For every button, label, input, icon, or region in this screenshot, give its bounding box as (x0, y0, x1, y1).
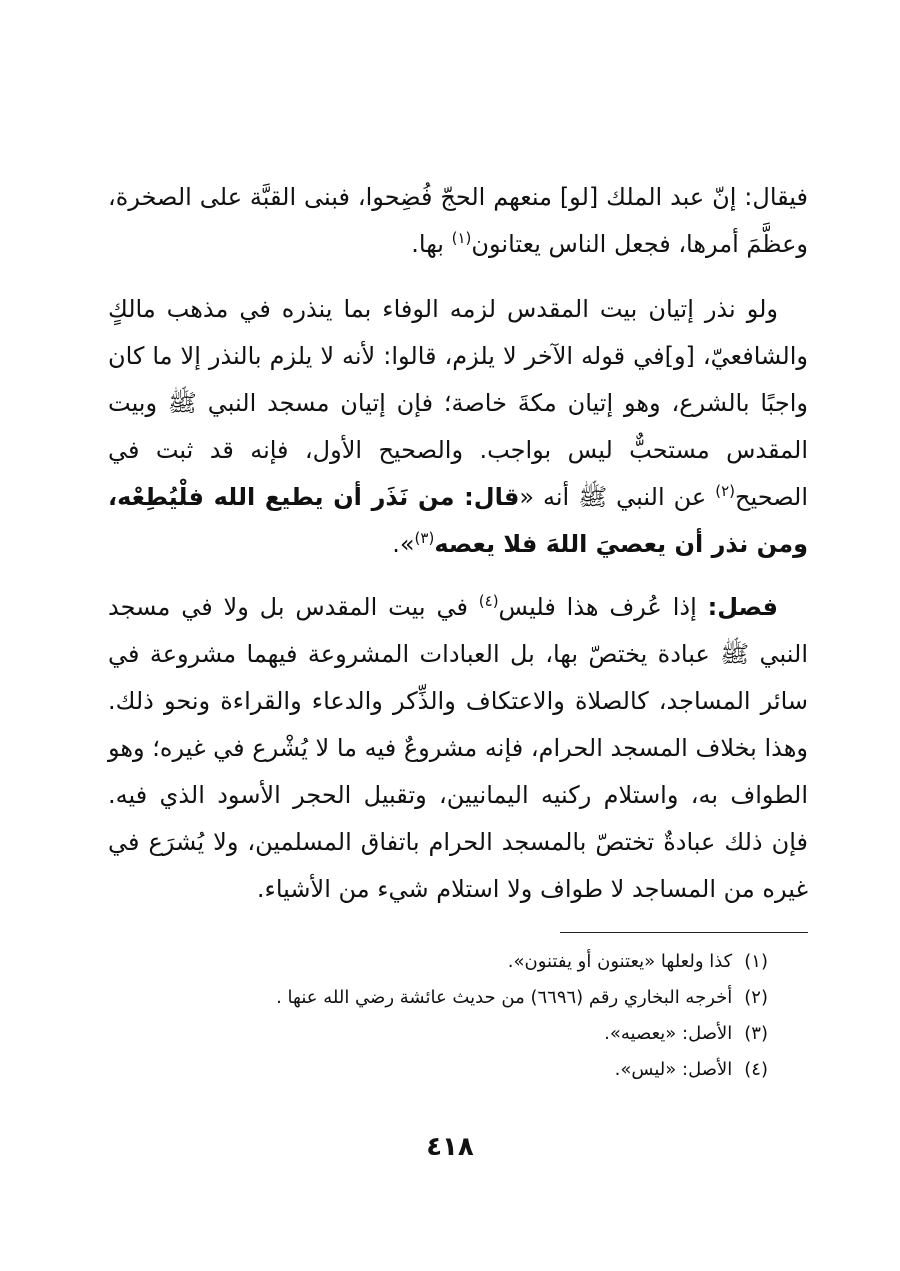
paragraph-3-continuation: في بيت المقدس بل ولا في مسجد النبي ﷺ عبادة يختصّ بها، بل العبادات المشروعة فيهما مشروعة في سائر المساجد، كالصلاة والاعتكاف والذِّكر والدعاء والقراءة ونحو ذلك. وهذا بخلاف المسجد الحرام، فإنه مشروعٌ فيه ما لا يُشْرع في غيره؛ وهو الطواف به، واستلام ركنيه اليمانيين، وتقبيل الحجر الأسود الذي فيه. فإن ذلك عبادةٌ تختصّ بالمسجد الحرام باتفاق المسلمين، ولا يُشرَع في غيره من المساجد لا طواف ولا استلام شيء من الأشياء. (108, 593, 808, 903)
footnote-4 (108, 1052, 768, 1088)
footnote-ref-4: (٤) (478, 592, 499, 610)
footnote-2 (108, 980, 768, 1016)
section-lead: فصل: (707, 593, 778, 621)
footnote-number: (٤) (744, 1059, 768, 1080)
footnote-text: أخرجه البخاري رقم (٦٦٩٦) من حديث عائشة رضي الله عنها . (276, 987, 733, 1008)
paragraph-2 (108, 286, 808, 568)
footnote-ref-3: (٣) (414, 529, 435, 547)
paragraph-2-end: ». (392, 530, 415, 558)
footnotes (108, 944, 768, 1088)
hadith-quote: قال: من نَذَر أن يطيع الله فلْيُطِعْه، ومن نذر أن يعصيَ اللهَ فلا يعصه (108, 483, 808, 558)
footnote-text: الأصل: «ليس». (614, 1059, 733, 1080)
footnote-separator (560, 932, 808, 933)
footnote-ref-2: (٢) (715, 482, 735, 500)
footnote-number: (٢) (744, 987, 768, 1008)
footnote-number: (٣) (744, 1023, 768, 1044)
footnote-1 (108, 944, 768, 980)
paragraph-2-text: ولو نذر إتيان بيت المقدس لزمه الوفاء بما ينذره في مذهب مالكٍ والشافعيّ، [و]في قوله الآخر لا يلزم، قالوا: لأنه لا يلزم بالنذر إلا ما كان واجبًا بالشرع، وهو إتيان مكةَ خاصة؛ فإن إتيان مسجد النبي ﷺ وبيت المقدس مستحبٌّ ليس بواجب. والصحيح الأول، فإنه قد ثبت في الصحيح (108, 295, 809, 511)
paragraph-1 (108, 174, 808, 268)
footnote-text: الأصل: «يعصيه». (604, 1023, 733, 1044)
paragraph-3-text: إذا عُرف هذا فليس (498, 593, 708, 621)
footnote-text: كذا ولعلها «يعتنون أو يفتنون». (507, 951, 733, 972)
paragraph-2-continuation: عن النبي ﷺ أنه « (519, 483, 716, 511)
paragraph-1-end: بها. (411, 230, 452, 258)
paragraph-1-text: فيقال: إنّ عبد الملك [لو] منعهم الحجّ فُضِحوا، فبنى القبَّة على الصخرة، وعظَّمَ أمرها، فجعل الناس يعتانون (108, 183, 808, 258)
footnote-3 (108, 1016, 768, 1052)
page-number: ٤١٨ (426, 1132, 474, 1162)
footnote-number: (١) (744, 951, 768, 972)
footnote-ref-1: (١) (451, 229, 472, 247)
paragraph-3 (108, 584, 808, 913)
